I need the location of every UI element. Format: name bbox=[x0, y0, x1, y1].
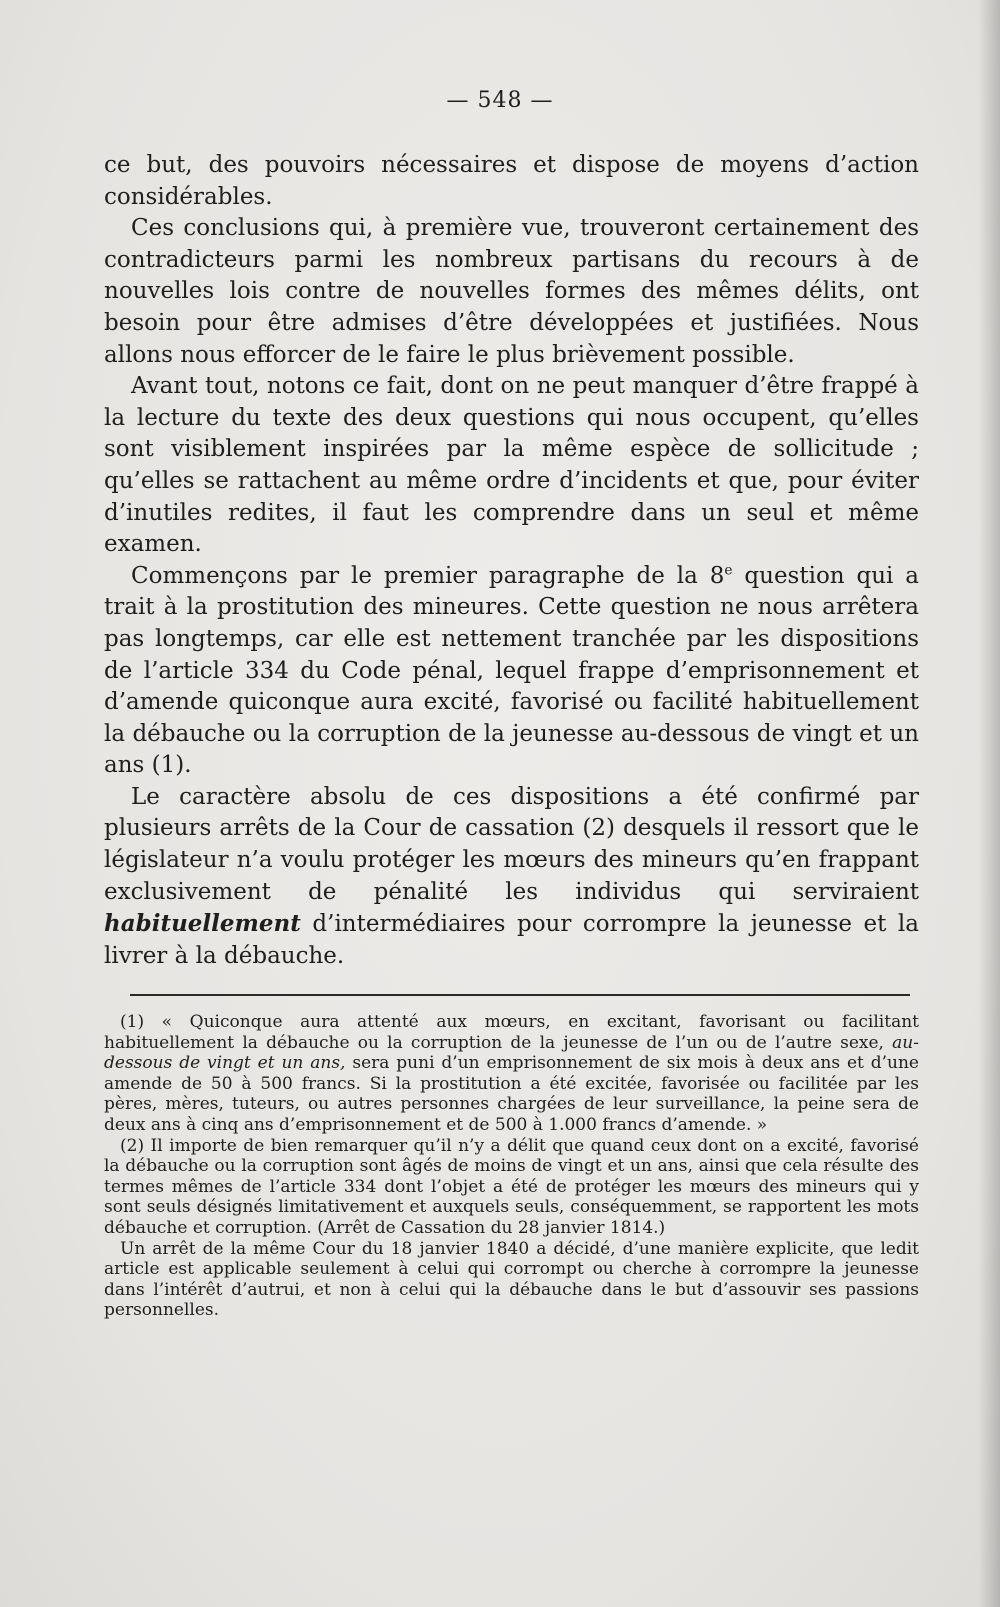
footnote-divider bbox=[130, 994, 910, 996]
paragraph-4 bbox=[104, 561, 919, 782]
page-number: — 548 — bbox=[446, 88, 554, 113]
footnotes bbox=[104, 1012, 919, 1321]
footnote-2: (2) Il importe de bien remarquer qu’il n’y a délit que quand ceux dont on a excité, favorisé la débauche ou la corruption sont âgés de moins de vingt et un ans, ainsi que cela résulte des termes mêmes de l’article 334 dont l’objet a été de protéger les mœurs des mineurs qui y sont seuls désignés limitativement et auxquels seuls, conséquemment, se rapportent les mots débauche et corruption. (Arrêt de Cassation du 28 janvier 1814.) bbox=[104, 1135, 919, 1238]
footnote-1-end: sera puni d’un emprisonnement de six mois à deux ans et d’une amende de 50 à 500 francs. Si la prostitution a été excitée, favorisée ou facilitée par les pères, mères, tuteurs, ou autres personnes chargées de leur surveillance, la peine sera de deux ans à cinq ans d’emprisonnement et de 500 à 1.000 francs d’amende. » bbox=[104, 1053, 919, 1135]
paragraph-3: Avant tout, notons ce fait, dont on ne peut manquer d’être frappé à la lecture du texte des deux questions qui nous occupent, qu’elles sont visiblement inspirées par la même espèce de sollicitude ; qu’elles se rattachent au même ordre d’incidents et que, pour éviter d’inutiles redites, il faut les comprendre dans un seul et même examen. bbox=[104, 373, 919, 558]
paragraph-5-end: d’intermédiaires pour corrompre la jeunesse et la livrer à la débauche. bbox=[104, 911, 919, 969]
paragraph-4-end: question qui a trait à la prostitution des mineures. Cette question ne nous arrêtera pas longtemps, car elle est nettement tranchée par les dispositions de l’article 334 du Code pénal, lequel frappe d’emprisonnement et d’amende quiconque aura excité, favorisé ou facilité habituellement la débauche ou la corruption de la jeunesse au-dessous de vingt et un ans (1). bbox=[104, 562, 920, 779]
paragraph-5 bbox=[104, 782, 919, 973]
paragraph-2: Ces conclusions qui, à première vue, trouveront certainement des contradicteurs parmi les nombreux partisans du recours à de nouvelles lois contre de nouvelles formes des mêmes délits, ont besoin pour être admises d’être développées et justifiées. Nous allons nous efforcer de le faire le plus brièvement possible. bbox=[104, 215, 919, 368]
paragraph-4-start: Commençons par le premier paragraphe de la 8 bbox=[131, 562, 725, 589]
emphasis-habituellement: habituellement bbox=[104, 910, 301, 938]
paragraph-1: ce but, des pouvoirs nécessaires et dispose de moyens d’action considérables. bbox=[104, 152, 919, 210]
paragraph-5-start: Le caractère absolu de ces dispositions a été confirmé par plusieurs arrêts de la Cour de cassation (2) desquels il ressort que le législateur n’a voulu protéger les mœurs des mineurs qu’en frappant exclusivement de pénalité les individus qui serviraient bbox=[104, 783, 919, 905]
ordinal-superscript: e bbox=[724, 562, 733, 579]
footnote-2-continued: Un arrêt de la même Cour du 18 janvier 1840 a décidé, d’une manière explicite, que ledit article est applicable seulement à celui qui corrompt ou cherche à corrompre la jeunesse dans l’intérêt d’autrui, et non à celui qui la débauche dans le but d’assouvir ses passions personnelles. bbox=[104, 1238, 919, 1321]
page-edge-shadow bbox=[978, 0, 1000, 1607]
footnote-1-emphasis: au-dessous de vingt et un ans, bbox=[104, 1032, 919, 1074]
footnote-1 bbox=[104, 1012, 919, 1136]
footnote-1-start: (1) « Quiconque aura attenté aux mœurs, en excitant, favorisant ou facilitant habituellement la débauche ou la corruption de la jeunesse de l’un ou de l’autre sexe, bbox=[104, 1012, 919, 1053]
main-text bbox=[104, 150, 919, 972]
